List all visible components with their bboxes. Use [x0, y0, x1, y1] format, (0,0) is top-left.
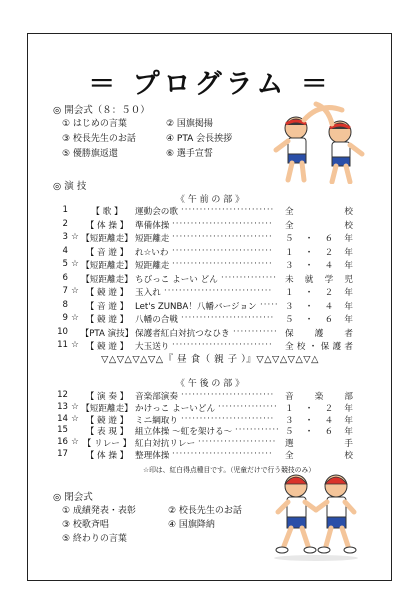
- leader-dots: ············: [235, 425, 280, 436]
- leader-dots: ················: [218, 401, 278, 412]
- program-participants: 全 校: [285, 451, 353, 461]
- program-number: 7: [62, 286, 68, 296]
- scoring-star: ☆: [71, 286, 79, 296]
- scoring-star: ☆: [71, 340, 79, 350]
- program-row: [0, 259, 420, 272]
- leader-dots: ···························: [172, 245, 273, 256]
- program-category: 【PTA 演技】: [80, 328, 134, 339]
- program-title: 準備体操: [135, 220, 170, 231]
- program-participants: ５ ・ ６ 年: [285, 427, 353, 438]
- program-category: 【 リレー 】: [82, 439, 132, 450]
- leader-dots: ·························: [181, 390, 275, 400]
- program-title: 短距離走: [135, 234, 170, 244]
- leader-dots: ·····: [260, 299, 279, 310]
- scoring-star: ☆: [71, 437, 79, 448]
- leader-dots: ·····················: [198, 437, 277, 448]
- program-participants: 選 手: [285, 439, 353, 450]
- closing-item: ⑤ 終わりの言葉: [62, 534, 127, 544]
- program-number: 6: [62, 272, 68, 283]
- program-title: 保護者紅白対抗つなひき: [135, 328, 230, 339]
- program-number: 4: [62, 245, 68, 256]
- program-title: 組立体操 〜虹を架ける〜: [135, 427, 233, 438]
- program-category: 【 競 遊 】: [85, 415, 129, 426]
- program-title: 運動会の歌: [135, 207, 178, 217]
- program-category: 【 音 遊 】: [85, 301, 129, 312]
- lunch-banner: ▽△▽△▽△▽△『 昼 食（ 親 子 ）』▽△▽△▽△▽△: [101, 354, 319, 365]
- program-participants: 全 校: [285, 220, 353, 231]
- leader-dots: ···························: [172, 259, 273, 269]
- opening-item: ④ PTA 会長挨拶: [166, 134, 233, 144]
- program-category: 【短距離走】: [81, 403, 133, 414]
- leader-dots: ···························: [172, 340, 273, 350]
- program-participants: 全校・保護者: [285, 342, 353, 352]
- program-category: 【 音 遊 】: [85, 247, 129, 258]
- program-row: [0, 232, 420, 245]
- program-number: 10: [57, 326, 68, 337]
- program-category: 【 演 奏 】: [85, 392, 129, 402]
- leader-dots: ···························: [172, 218, 273, 229]
- program-number: 11: [57, 340, 68, 350]
- scoring-star: ☆: [71, 259, 79, 269]
- program-row: [0, 327, 420, 340]
- scoring-star: ☆: [71, 232, 79, 242]
- program-participants: 音 楽 部: [285, 392, 353, 402]
- scoring-star: ☆: [71, 401, 79, 412]
- opening-item: ② 国旗掲揚: [166, 119, 213, 129]
- closing-item: ① 成績発表・表彰: [62, 506, 136, 516]
- program-number: 17: [57, 449, 68, 459]
- program-category: 【 競 遊 】: [85, 342, 129, 352]
- closing-item: ④ 国旗降納: [168, 520, 215, 530]
- program-participants: ５ ・ ６ 年: [285, 234, 353, 244]
- program-row: [0, 286, 420, 299]
- program-title: 音楽部演奏: [135, 392, 178, 402]
- afternoon-heading: 《 午 後 の 部 》: [175, 379, 245, 389]
- leader-dots: ·························: [181, 313, 275, 323]
- closing-item: ③ 校歌斉唱: [62, 520, 109, 530]
- events-heading: ◎ 演 技: [53, 181, 87, 192]
- program-category: 【 表 現 】: [85, 427, 129, 438]
- program-row: [0, 449, 420, 462]
- program-number: 1: [62, 205, 68, 215]
- program-row: [0, 246, 420, 259]
- program-participants: ３ ・ ４ 年: [285, 415, 353, 426]
- program-category: 【 体 操 】: [85, 220, 129, 231]
- program-participants: １ ・ ２ 年: [285, 403, 353, 414]
- program-number: 12: [57, 390, 68, 400]
- program-row: [0, 205, 420, 218]
- program-row: [0, 273, 420, 286]
- program-participants: ５ ・ ６ 年: [285, 315, 353, 325]
- program-participants: １ ・ ２ 年: [285, 288, 353, 298]
- program-number: 8: [62, 299, 68, 310]
- leader-dots: ············: [233, 326, 278, 337]
- program-category: 【短距離走】: [81, 234, 133, 244]
- program-number: 15: [57, 425, 68, 436]
- program-title: 紅白対抗リレー: [135, 439, 196, 450]
- program-title: 玉入れ: [135, 288, 161, 298]
- leader-dots: ·························: [181, 205, 275, 215]
- program-category: 【 競 遊 】: [85, 315, 129, 325]
- program-number: 9: [62, 313, 68, 323]
- program-title: Let's ZUNBA！八幡バージョン: [135, 301, 257, 312]
- program-title: 整理体操: [135, 451, 170, 461]
- program-title: ミニ綱取り: [135, 415, 178, 426]
- program-category: 【 歌 】: [91, 207, 123, 217]
- program-title: かけっこ よーいどん: [135, 403, 216, 414]
- leader-dots: ·························: [181, 413, 275, 424]
- program-participants: ３ ・ ４ 年: [285, 261, 353, 271]
- program-participants: 未 就 学 児: [285, 274, 353, 285]
- scoring-star: ☆: [71, 313, 79, 323]
- program-title: 大玉送り: [135, 342, 170, 352]
- scoring-note: ☆印は、紅白得点種目です。（児童だけで行う競技のみ）: [143, 466, 316, 474]
- program-participants: １ ・ ２ 年: [285, 247, 353, 258]
- page-title: ＝ プログラム ＝: [88, 69, 332, 100]
- program-category: 【 体 操 】: [85, 451, 129, 461]
- program-number: 13: [57, 401, 68, 412]
- program-number: 14: [57, 413, 68, 424]
- program-row: [0, 219, 420, 232]
- program-title: 八幡の合戦: [135, 315, 178, 325]
- program-number: 16: [57, 437, 68, 448]
- leader-dots: ···························: [172, 232, 273, 242]
- stretching-children-illustration: [258, 98, 370, 184]
- opening-item: ③ 校長先生のお話: [62, 134, 136, 144]
- program-number: 2: [62, 218, 68, 229]
- closing-item: ② 校長先生のお話: [168, 506, 242, 516]
- scoring-star: ☆: [71, 413, 79, 424]
- opening-item: ⑥ 選手宣誓: [166, 149, 213, 159]
- program-row: [0, 313, 420, 326]
- program-participants: ３ ・ ４ 年: [285, 301, 353, 312]
- leader-dots: ···························: [172, 449, 273, 459]
- leader-dots: ···············: [221, 272, 277, 283]
- program-number: 3: [62, 232, 68, 242]
- program-category: 【短距離走】: [81, 274, 133, 285]
- leader-dots: ·····························: [164, 286, 273, 296]
- program-number: 5: [62, 259, 68, 269]
- program-participants: 全 校: [285, 207, 353, 217]
- program-participants: 保 護 者: [285, 328, 353, 339]
- program-title: ちびっこ よーい どん: [135, 274, 218, 285]
- running-children-illustration: [268, 466, 364, 564]
- morning-heading: 《 午 前 の 部 》: [175, 195, 245, 205]
- program-row: [0, 300, 420, 313]
- opening-item: ⑤ 優勝旗返還: [62, 149, 118, 159]
- program-title: れ☆いわ: [135, 247, 169, 258]
- opening-heading: ◎ 開会式（８：５０）: [53, 105, 150, 116]
- program-category: 【短距離走】: [81, 261, 133, 271]
- program-title: 短距離走: [135, 261, 170, 271]
- program-category: 【 競 遊 】: [85, 288, 129, 298]
- opening-item: ① はじめの言葉: [62, 119, 127, 129]
- closing-heading: ◎ 閉会式: [53, 492, 93, 503]
